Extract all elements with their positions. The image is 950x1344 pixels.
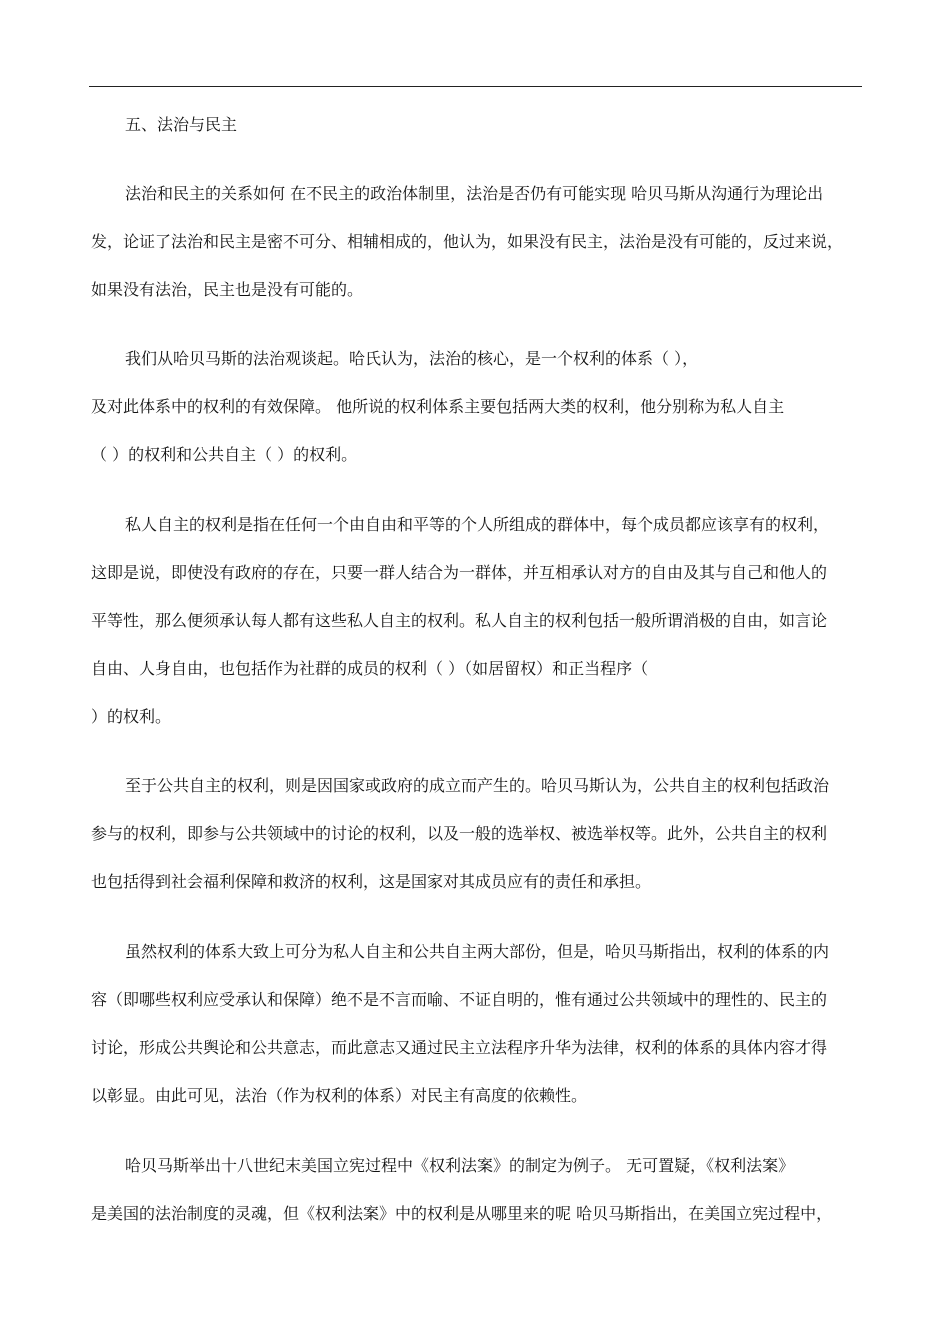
section-heading: 五、法治与民主	[125, 115, 238, 134]
paragraph-line: 如果没有法治，民主也是没有可能的。	[91, 280, 364, 299]
paragraph-first-line: 哈贝马斯举出十八世纪末美国立宪过程中《权利法案》的制定为例子。 无可置疑，《权利法案》	[125, 1156, 795, 1175]
paragraph-first-line: 法治和民主的关系如何 在不民主的政治体制里，法治是否仍有可能实现 哈贝马斯从沟通行为理论出	[125, 184, 824, 203]
paragraph-line: 这即是说，即使没有政府的存在，只要一群人结合为一群体，并互相承认对方的自由及其与自己和他人的	[91, 563, 828, 582]
paragraph-first-line: 私人自主的权利是指在任何一个由自由和平等的个人所组成的群体中，每个成员都应该享有的权利，	[125, 515, 830, 534]
paragraph-line: 是美国的法治制度的灵魂，但《权利法案》中的权利是从哪里来的呢 哈贝马斯指出，在美国立宪过程中，	[91, 1204, 833, 1223]
paragraph-first-line: 虽然权利的体系大致上可分为私人自主和公共自主两大部份，但是，哈贝马斯指出，权利的体系的内	[125, 942, 830, 961]
paragraph-line: 平等性，那么便须承认每人都有这些私人自主的权利。私人自主的权利包括一般所谓消极的自由，如言论	[91, 611, 828, 630]
paragraph-line: 容（即哪些权利应受承认和保障）绝不是不言而喻、不证自明的，惟有通过公共领域中的理性的、民主的	[91, 990, 828, 1009]
paragraph-line: ）的权利。	[91, 707, 172, 726]
paragraph-line: 也包括得到社会福利保障和救济的权利，这是国家对其成员应有的责任和承担。	[91, 872, 652, 891]
paragraph-line: 自由、人身自由，也包括作为社群的成员的权利（ ）（如居留权）和正当程序（	[91, 659, 649, 678]
paragraph-first-line: 至于公共自主的权利，则是因国家或政府的成立而产生的。哈贝马斯认为，公共自主的权利包括政治	[125, 776, 830, 795]
paragraph-line: （ ）的权利和公共自主（ ）的权利。	[91, 445, 358, 464]
paragraph-line: 讨论，形成公共舆论和公共意志，而此意志又通过民主立法程序升华为法律，权利的体系的具体内容才得	[91, 1038, 828, 1057]
paragraph-line: 及对此体系中的权利的有效保障。 他所说的权利体系主要包括两大类的权利，他分别称为私人自主	[91, 397, 785, 416]
paragraph-line: 以彰显。由此可见，法治（作为权利的体系）对民主有高度的依赖性。	[91, 1086, 588, 1105]
header-rule	[89, 86, 862, 87]
paragraph-line: 发，论证了法治和民主是密不可分、相辅相成的，他认为，如果没有民主，法治是没有可能的，反过来说，	[91, 232, 844, 251]
paragraph-line: 参与的权利，即参与公共领域中的讨论的权利，以及一般的选举权、被选举权等。此外，公共自主的权利	[91, 824, 828, 843]
paragraph-first-line: 我们从哈贝马斯的法治观谈起。哈氏认为，法治的核心，是一个权利的体系（ ），	[125, 349, 699, 368]
